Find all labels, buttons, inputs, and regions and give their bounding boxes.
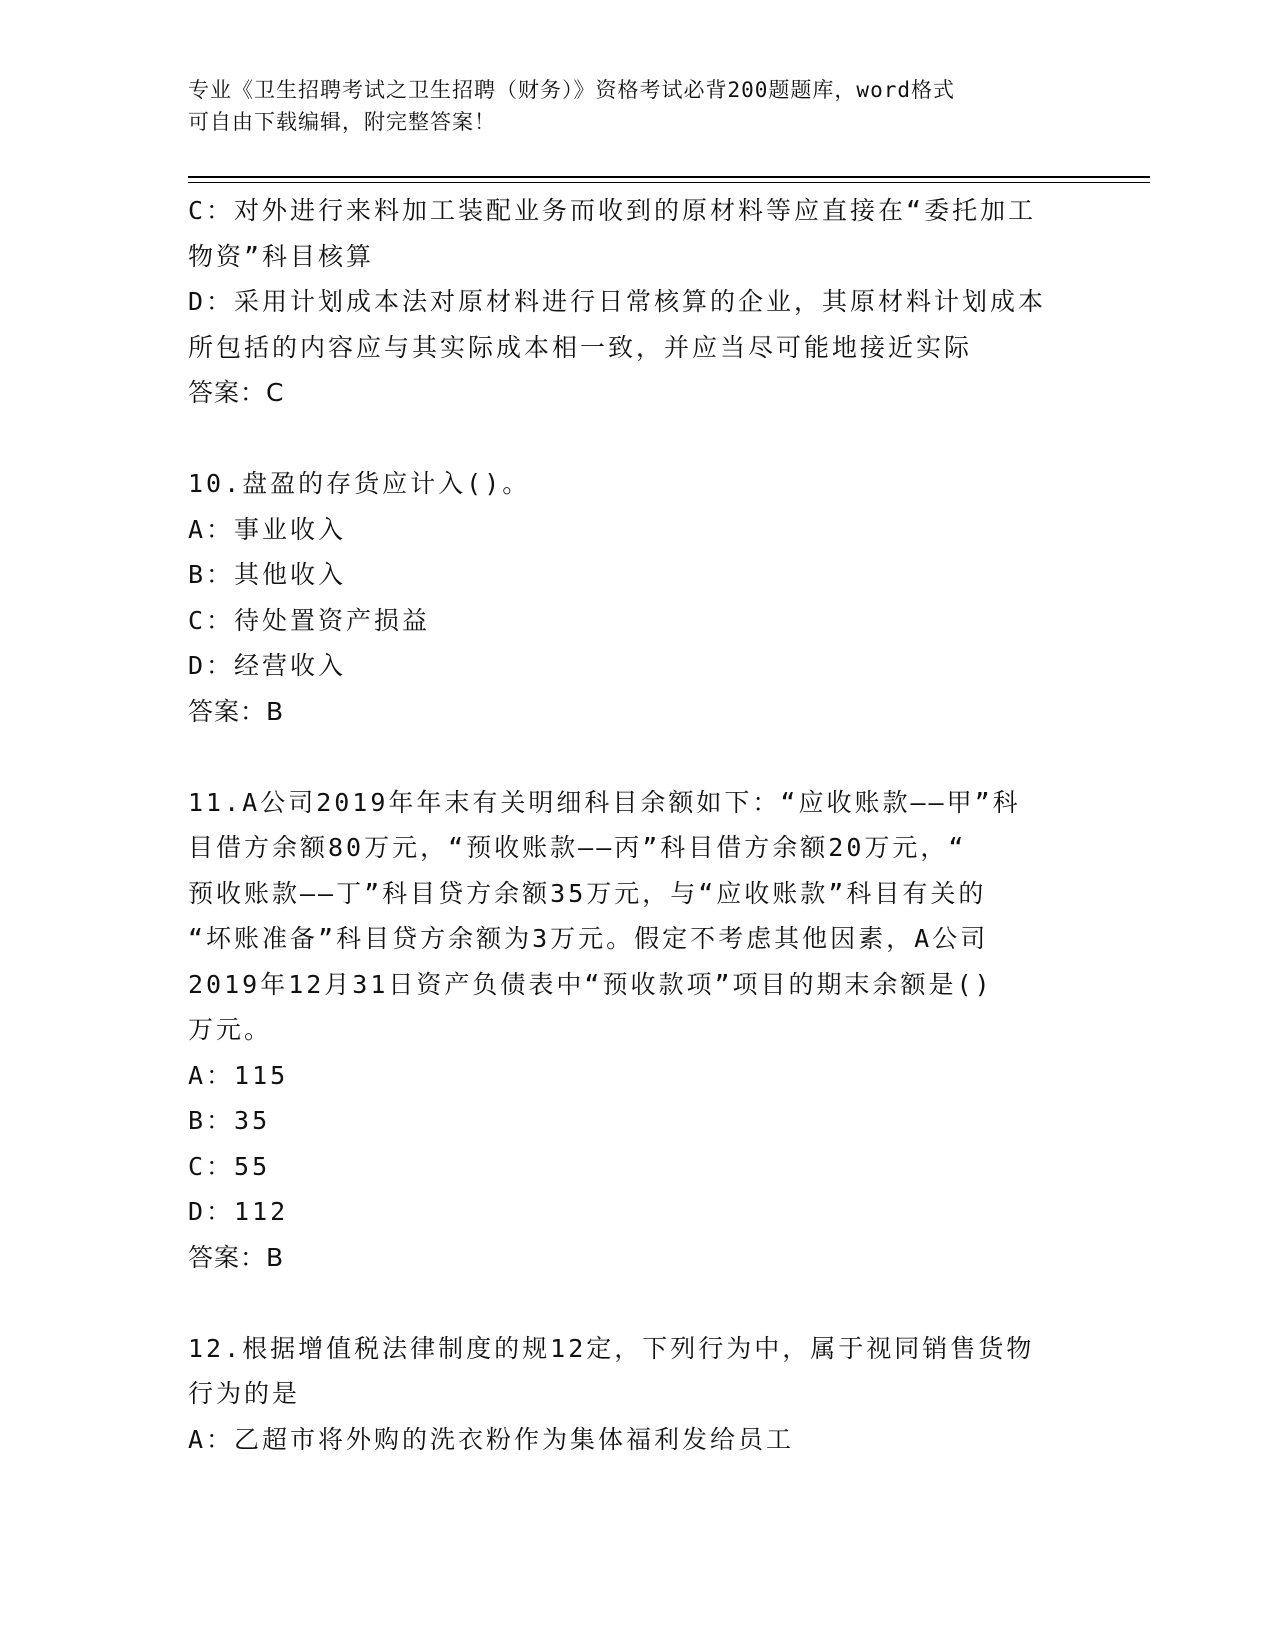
q10-option-a: A：事业收入 — [188, 514, 347, 544]
q11-stem-line-2: 目借方余额80万元，“预收账款——丙”科目借方余额20万元，“ — [188, 833, 967, 862]
q10-stem: 10.盘盈的存货应计入()。 — [188, 469, 531, 498]
option-d-line-1: D：采用计划成本法对原材料进行日常核算的企业，其原材料计划成本 — [188, 287, 1047, 316]
header-divider-thick — [188, 176, 1150, 178]
question-content — [188, 188, 1108, 1462]
option-d-line-2: 所包括的内容应与其实际成本相一致，并应当尽可能地接近实际 — [188, 332, 973, 362]
q11-option-b: B：35 — [188, 1106, 271, 1135]
q12-option-a: A：乙超市将外购的洗衣粉作为集体福利发给员工 — [188, 1424, 795, 1454]
option-c-line-2: 物资”科目核算 — [188, 241, 375, 271]
q10-option-c: C：待处置资产损益 — [188, 605, 431, 635]
q11-stem-line-4: “坏账准备”科目贷方余额为3万元。假定不考虑其他因素，A公司 — [188, 924, 989, 953]
document-header — [188, 74, 1088, 138]
spacer — [188, 1280, 1108, 1326]
header-divider-thin — [188, 182, 1150, 183]
q12-stem-line-2: 行为的是 — [188, 1379, 301, 1408]
header-title-line-2: 可自由下载编辑，附完整答案！ — [188, 110, 496, 134]
q11-option-d: D：112 — [188, 1197, 289, 1226]
q11-stem-line-6: 万元。 — [188, 1015, 273, 1044]
q11-stem-line-1: 11.A公司2019年年末有关明细科目余额如下：“应收账款——甲”科 — [188, 787, 1021, 817]
spacer — [188, 416, 1108, 462]
q12-stem-line-1: 12.根据增值税法律制度的规12定，下列行为中，属于视同销售货物 — [188, 1333, 1035, 1363]
q11-answer: 答案：B — [188, 1242, 285, 1272]
q10-option-d: D：经营收入 — [188, 651, 347, 680]
header-title-line-1: 专业《卫生招聘考试之卫生招聘（财务）》资格考试必背200题题库，word格式 — [188, 78, 955, 102]
q11-option-a: A：115 — [188, 1060, 289, 1090]
q11-option-c: C：55 — [188, 1151, 271, 1181]
q10-option-b: B：其他收入 — [188, 560, 347, 589]
answer-prev: 答案：C — [188, 378, 285, 407]
option-c-line-1: C：对外进行来料加工装配业务而收到的原材料等应直接在“委托加工 — [188, 196, 1037, 225]
q11-stem-line-3: 预收账款——丁”科目贷方余额35万元，与“应收账款”科目有关的 — [188, 878, 987, 908]
q11-stem-line-5: 2019年12月31日资产负债表中“预收款项”项目的期末余额是() — [188, 969, 993, 999]
q10-answer: 答案：B — [188, 696, 285, 726]
spacer — [188, 734, 1108, 780]
